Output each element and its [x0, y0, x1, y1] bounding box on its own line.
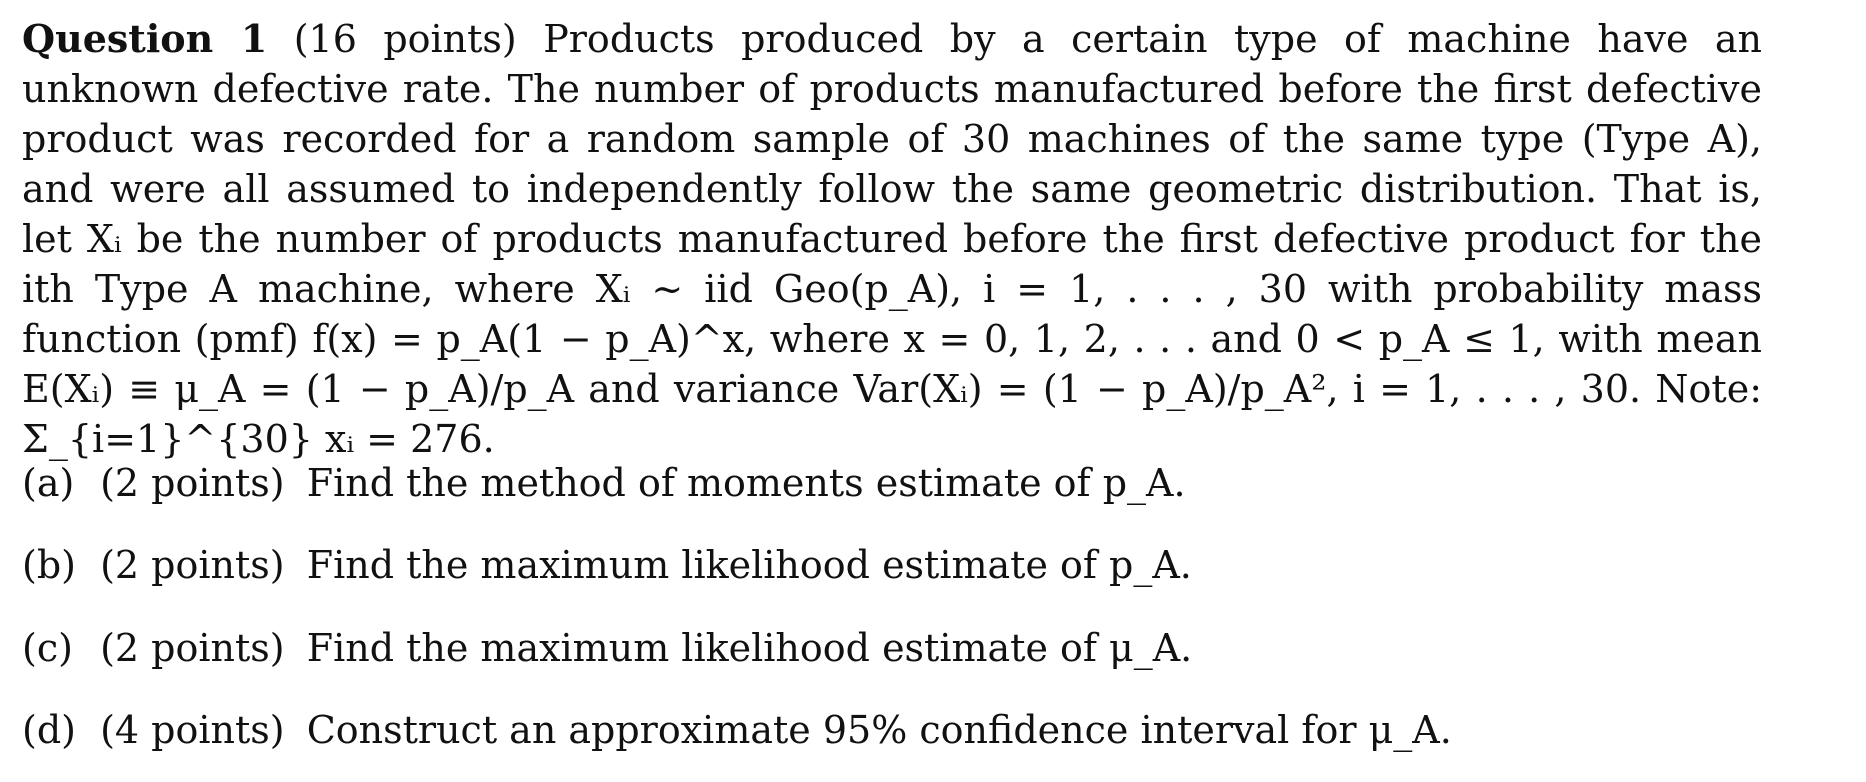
part-b	[22, 540, 1192, 590]
question-body: Products produced by a certain type of machine have an unknown defective rate. The number of products manufactured before the first defective product was recorded for a random sample of 30 machines of the same type (Type A), and were all assumed to independently follow the same geometric distribution. That is, let Xᵢ be the number of products manufactured before the first defective product for the ith Type A machine, where Xᵢ ∼ iid Geo(p_A), i = 1, . . . , 30 with probability mass function (pmf) f(x) = p_A(1 − p_A)^x, where x = 0, 1, 2, . . . and 0 < p_A ≤ 1, with mean E(Xᵢ) ≡ μ_A = (1 − p_A)/p_A and variance Var(Xᵢ) = (1 − p_A)/p_A², i = 1, . . . , 30. Note: Σ_{i=1}^{30} xᵢ = 276.	[22, 17, 1762, 461]
question-heading: Question 1	[22, 16, 268, 61]
part-c-text: Find the maximum likelihood estimate of μ_A.	[306, 626, 1193, 670]
part-c	[22, 623, 1192, 673]
part-d-points: (4 points)	[100, 708, 285, 752]
part-b-points: (2 points)	[100, 543, 285, 587]
question-points: (16 points)	[293, 17, 517, 61]
part-d	[22, 705, 1452, 755]
part-c-label: (c)	[22, 626, 73, 670]
part-a-points: (2 points)	[100, 461, 285, 505]
part-d-label: (d)	[22, 708, 76, 752]
part-b-text: Find the maximum likelihood estimate of p_A.	[306, 543, 1192, 587]
part-d-text: Construct an approximate 95% confidence interval for μ_A.	[306, 708, 1452, 752]
part-c-points: (2 points)	[100, 626, 285, 670]
part-a	[22, 458, 1186, 508]
part-a-label: (a)	[22, 461, 75, 505]
part-a-text: Find the method of moments estimate of p_A.	[306, 461, 1186, 505]
question-paragraph	[22, 14, 1762, 464]
part-b-label: (b)	[22, 543, 76, 587]
